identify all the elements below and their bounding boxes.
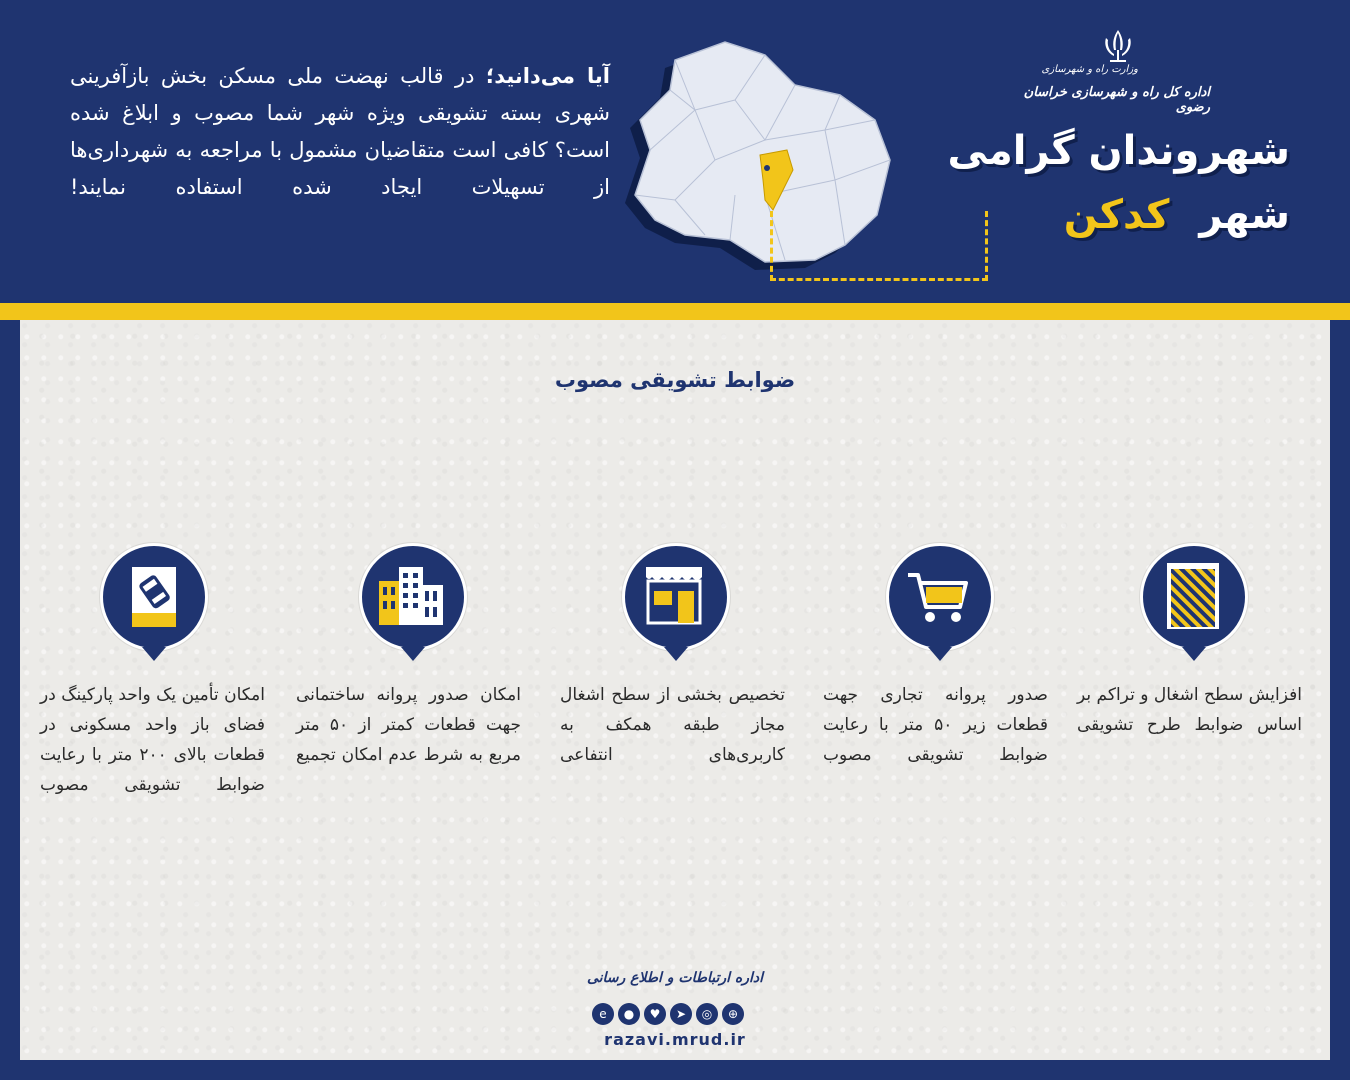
telegram-icon[interactable]: ➤ <box>670 1003 692 1025</box>
feature-pin-buildings <box>359 543 467 663</box>
feature-text-parking: امکان تأمین یک واحد پارکینگ در فضای باز واحد مسکونی در قطعات بالای ۲۰۰ متر با رعایت ضوابط تشویقی مصوب <box>40 685 265 795</box>
iran-emblem-icon <box>1098 28 1138 64</box>
social-icons <box>592 1003 744 1025</box>
city-name: کدکن <box>1063 192 1170 238</box>
section-title: ضوابط تشویقی مصوب <box>554 368 796 392</box>
feature-text-cart: صدور پروانه تجاری جهت قطعات زیر ۵۰ متر با رعایت ضوابط تشویقی مصوب <box>823 685 1048 765</box>
bale-icon[interactable]: ● <box>618 1003 640 1025</box>
feature-pin-shop <box>622 543 730 663</box>
buildings-icon <box>377 563 447 627</box>
footer-label: اداره ارتباطات و اطلاع رسانی <box>586 970 764 986</box>
feature-pin-parking <box>100 543 208 663</box>
shop-icon <box>642 563 706 627</box>
instagram-icon[interactable]: ◎ <box>696 1003 718 1025</box>
feature-text-shop: تخصیص بخشی از سطح اشغال مجاز طبقه همکف به کاربری‌های انتفاعی <box>560 685 785 765</box>
accent-bar <box>0 303 1350 320</box>
city-title-word: شهر <box>1199 192 1290 238</box>
intro-lead: آیا می‌دانید؛ <box>485 64 610 88</box>
intro-body: در قالب نهضت ملی مسکن بخش بازآفرینی شهری بسته تشویقی ویژه شهر شما مصوب و ابلاغ شده است؟ کافی است متقاضیان مشمول با مراجعه به شهرداری‌ها از تسهیلات ایجاد شده استفاده نمایند! <box>70 64 610 199</box>
feature-text-buildings: امکان صدور پروانه ساختمانی جهت قطعات کمتر از ۵۰ متر مربع به شرط عدم امکان تجمیع <box>296 685 521 765</box>
website-link[interactable]: razavi.mrud.ir <box>604 1030 746 1049</box>
density-icon <box>1165 561 1225 631</box>
feature-text-density: افزایش سطح اشغال و تراکم بر اساس ضوابط طرح تشویقی <box>1077 685 1302 735</box>
cart-icon <box>906 571 970 627</box>
ministry-name: وزارت راه و شهرسازی <box>1041 64 1138 75</box>
main-title: شهروندان گرامی <box>947 128 1290 174</box>
soroush-icon[interactable]: ♥ <box>644 1003 666 1025</box>
intro-paragraph <box>70 58 610 206</box>
parking-icon <box>130 565 180 631</box>
feature-pin-density <box>1140 543 1248 663</box>
web-icon[interactable]: ⊕ <box>722 1003 744 1025</box>
org-name: اداره کل راه و شهرسازی خراسان رضوی <box>1023 85 1210 115</box>
feature-pin-cart <box>886 543 994 663</box>
city-title <box>900 192 1290 238</box>
eitaa-icon[interactable]: e <box>592 1003 614 1025</box>
